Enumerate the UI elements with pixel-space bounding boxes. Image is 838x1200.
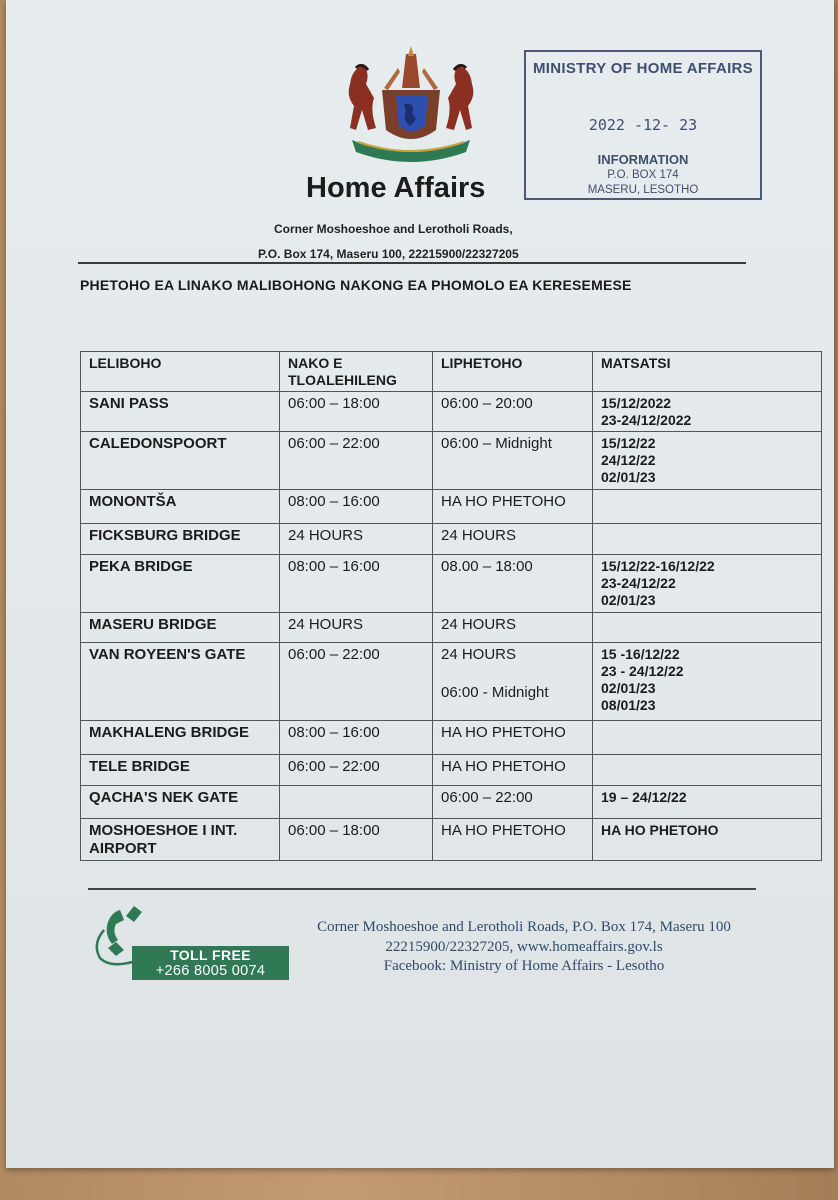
changed-hours-cell bbox=[433, 392, 593, 432]
changed-hours-cell bbox=[433, 721, 593, 755]
date-value: 02/01/23 bbox=[601, 592, 656, 608]
changed-hours-value: 06:00 – 20:00 bbox=[441, 395, 533, 412]
table-row bbox=[81, 786, 822, 819]
changed-hours-value: 06:00 – Midnight bbox=[441, 435, 552, 452]
document-page bbox=[6, 0, 834, 1168]
dates-cell bbox=[593, 755, 822, 786]
dates-cell bbox=[593, 721, 822, 755]
port-name-cell: FICKSBURG BRIDGE bbox=[81, 524, 280, 555]
footer-divider bbox=[88, 888, 756, 890]
changed-hours-cell bbox=[433, 432, 593, 490]
column-header: NAKO E TLOALEHILENG bbox=[280, 352, 433, 392]
changed-hours-cell bbox=[433, 613, 593, 643]
table-header-row bbox=[81, 352, 822, 392]
date-value: 15/12/2022 bbox=[601, 395, 672, 411]
changed-hours-value: HA HO PHETOHO bbox=[441, 493, 566, 510]
port-name-cell: MOSHOESHOE I INT. AIRPORT bbox=[81, 819, 280, 861]
dates-cell bbox=[593, 490, 822, 524]
changed-hours-cell bbox=[433, 755, 593, 786]
coat-of-arms-emblem bbox=[340, 44, 482, 166]
dates-cell bbox=[593, 524, 822, 555]
dates-cell bbox=[593, 643, 822, 721]
changed-hours-value: 06:00 – 22:00 bbox=[441, 789, 533, 806]
stamp-title: MINISTRY OF HOME AFFAIRS bbox=[533, 60, 753, 77]
date-value: 19 – 24/12/22 bbox=[601, 789, 687, 805]
changed-hours-cell bbox=[433, 524, 593, 555]
normal-hours-cell: 06:00 – 22:00 bbox=[280, 432, 433, 490]
changed-hours-value: HA HO PHETOHO bbox=[441, 822, 566, 839]
header-divider bbox=[78, 262, 746, 264]
dates-cell bbox=[593, 613, 822, 643]
changed-hours-cell bbox=[433, 643, 593, 721]
dates-cell bbox=[593, 432, 822, 490]
port-name-cell: MONONTŠA bbox=[81, 490, 280, 524]
table-row bbox=[81, 755, 822, 786]
table-row bbox=[81, 432, 822, 490]
normal-hours-cell: 08:00 – 16:00 bbox=[280, 721, 433, 755]
changed-hours-value: 08.00 – 18:00 bbox=[441, 558, 533, 575]
normal-hours-cell: 06:00 – 18:00 bbox=[280, 392, 433, 432]
table-row bbox=[81, 643, 822, 721]
port-name-cell: SANI PASS bbox=[81, 392, 280, 432]
date-value: 08/01/23 bbox=[601, 697, 656, 713]
changed-hours-cell bbox=[433, 819, 593, 861]
port-name-cell: MAKHALENG BRIDGE bbox=[81, 721, 280, 755]
table-row bbox=[81, 613, 822, 643]
border-post-schedule-table bbox=[80, 351, 822, 861]
date-value: 15/12/22-16/12/22 bbox=[601, 558, 715, 574]
stamp-town: MASERU, LESOTHO bbox=[587, 184, 699, 196]
normal-hours-cell: 06:00 – 22:00 bbox=[280, 643, 433, 721]
normal-hours-cell: 06:00 – 18:00 bbox=[280, 819, 433, 861]
ministry-received-stamp bbox=[524, 50, 762, 200]
changed-hours-value: 24 HOURS bbox=[441, 616, 517, 633]
column-header: LELIBOHO bbox=[81, 352, 280, 392]
changed-hours-value: 24 HOURS bbox=[441, 527, 517, 544]
port-name-cell: CALEDONSPOORT bbox=[81, 432, 280, 490]
footer-facebook: Facebook: Ministry of Home Affairs - Lesotho bbox=[383, 958, 665, 974]
date-value: 23-24/12/2022 bbox=[601, 412, 692, 428]
stamp-department: INFORMATION bbox=[597, 152, 689, 167]
dates-cell bbox=[593, 819, 822, 861]
table-row bbox=[81, 819, 822, 861]
normal-hours-cell: 24 HOURS bbox=[280, 613, 433, 643]
changed-hours-value: 24 HOURS bbox=[441, 646, 517, 663]
footer-address: Corner Moshoeshoe and Lerotholi Roads, P.O. Box 174, Maseru 100 bbox=[317, 919, 731, 935]
date-value: 15 -16/12/22 bbox=[601, 646, 680, 662]
toll-free-badge bbox=[132, 946, 289, 980]
port-name-cell: QACHA'S NEK GATE bbox=[81, 786, 280, 819]
changed-hours-cell bbox=[433, 786, 593, 819]
port-name-cell: MASERU BRIDGE bbox=[81, 613, 280, 643]
normal-hours-cell: 24 HOURS bbox=[280, 524, 433, 555]
normal-hours-cell: 08:00 – 16:00 bbox=[280, 490, 433, 524]
toll-free-label: TOLL FREE bbox=[170, 947, 251, 963]
dates-cell bbox=[593, 786, 822, 819]
dates-cell bbox=[593, 555, 822, 613]
port-name-cell: PEKA BRIDGE bbox=[81, 555, 280, 613]
normal-hours-cell: 08:00 – 16:00 bbox=[280, 555, 433, 613]
date-value: 02/01/23 bbox=[601, 680, 656, 696]
table-row bbox=[81, 721, 822, 755]
date-value: 02/01/23 bbox=[601, 469, 656, 485]
changed-hours-cell bbox=[433, 555, 593, 613]
date-value: 15/12/22 bbox=[601, 435, 656, 451]
changed-hours-value: HA HO PHETOHO bbox=[441, 724, 566, 741]
dates-cell bbox=[593, 392, 822, 432]
table-row bbox=[81, 555, 822, 613]
port-name-cell: VAN ROYEEN'S GATE bbox=[81, 643, 280, 721]
address-line-1: Corner Moshoeshoe and Lerotholi Roads, bbox=[274, 222, 513, 236]
date-value: 23 - 24/12/22 bbox=[601, 663, 684, 679]
date-value: HA HO PHETOHO bbox=[601, 822, 719, 838]
footer-contact: 22215900/22327205, www.homeaffairs.gov.ls bbox=[385, 939, 663, 955]
date-value: 23-24/12/22 bbox=[601, 575, 676, 591]
table-row bbox=[81, 392, 822, 432]
normal-hours-cell bbox=[280, 786, 433, 819]
changed-hours-cell bbox=[433, 490, 593, 524]
column-header: MATSATSI bbox=[593, 352, 822, 392]
address-line-2: P.O. Box 174, Maseru 100, 22215900/22327205 bbox=[258, 247, 519, 261]
notice-heading: PHETOHO EA LINAKO MALIBOHONG NAKONG EA PHOMOLO EA KERESEMESE bbox=[80, 277, 632, 293]
table-row bbox=[81, 490, 822, 524]
column-header: LIPHETOHO bbox=[433, 352, 593, 392]
stamp-date: 2022 -12- 23 bbox=[588, 116, 698, 134]
toll-free-number: +266 8005 0074 bbox=[155, 963, 266, 979]
changed-hours-value: HA HO PHETOHO bbox=[441, 758, 566, 775]
port-name-cell: TELE BRIDGE bbox=[81, 755, 280, 786]
normal-hours-cell: 06:00 – 22:00 bbox=[280, 755, 433, 786]
date-value: 24/12/22 bbox=[601, 452, 656, 468]
table-row bbox=[81, 524, 822, 555]
organization-name: Home Affairs bbox=[306, 172, 486, 204]
stamp-box: P.O. BOX 174 bbox=[607, 169, 679, 181]
changed-hours-value: 06:00 - Midnight bbox=[441, 684, 549, 701]
